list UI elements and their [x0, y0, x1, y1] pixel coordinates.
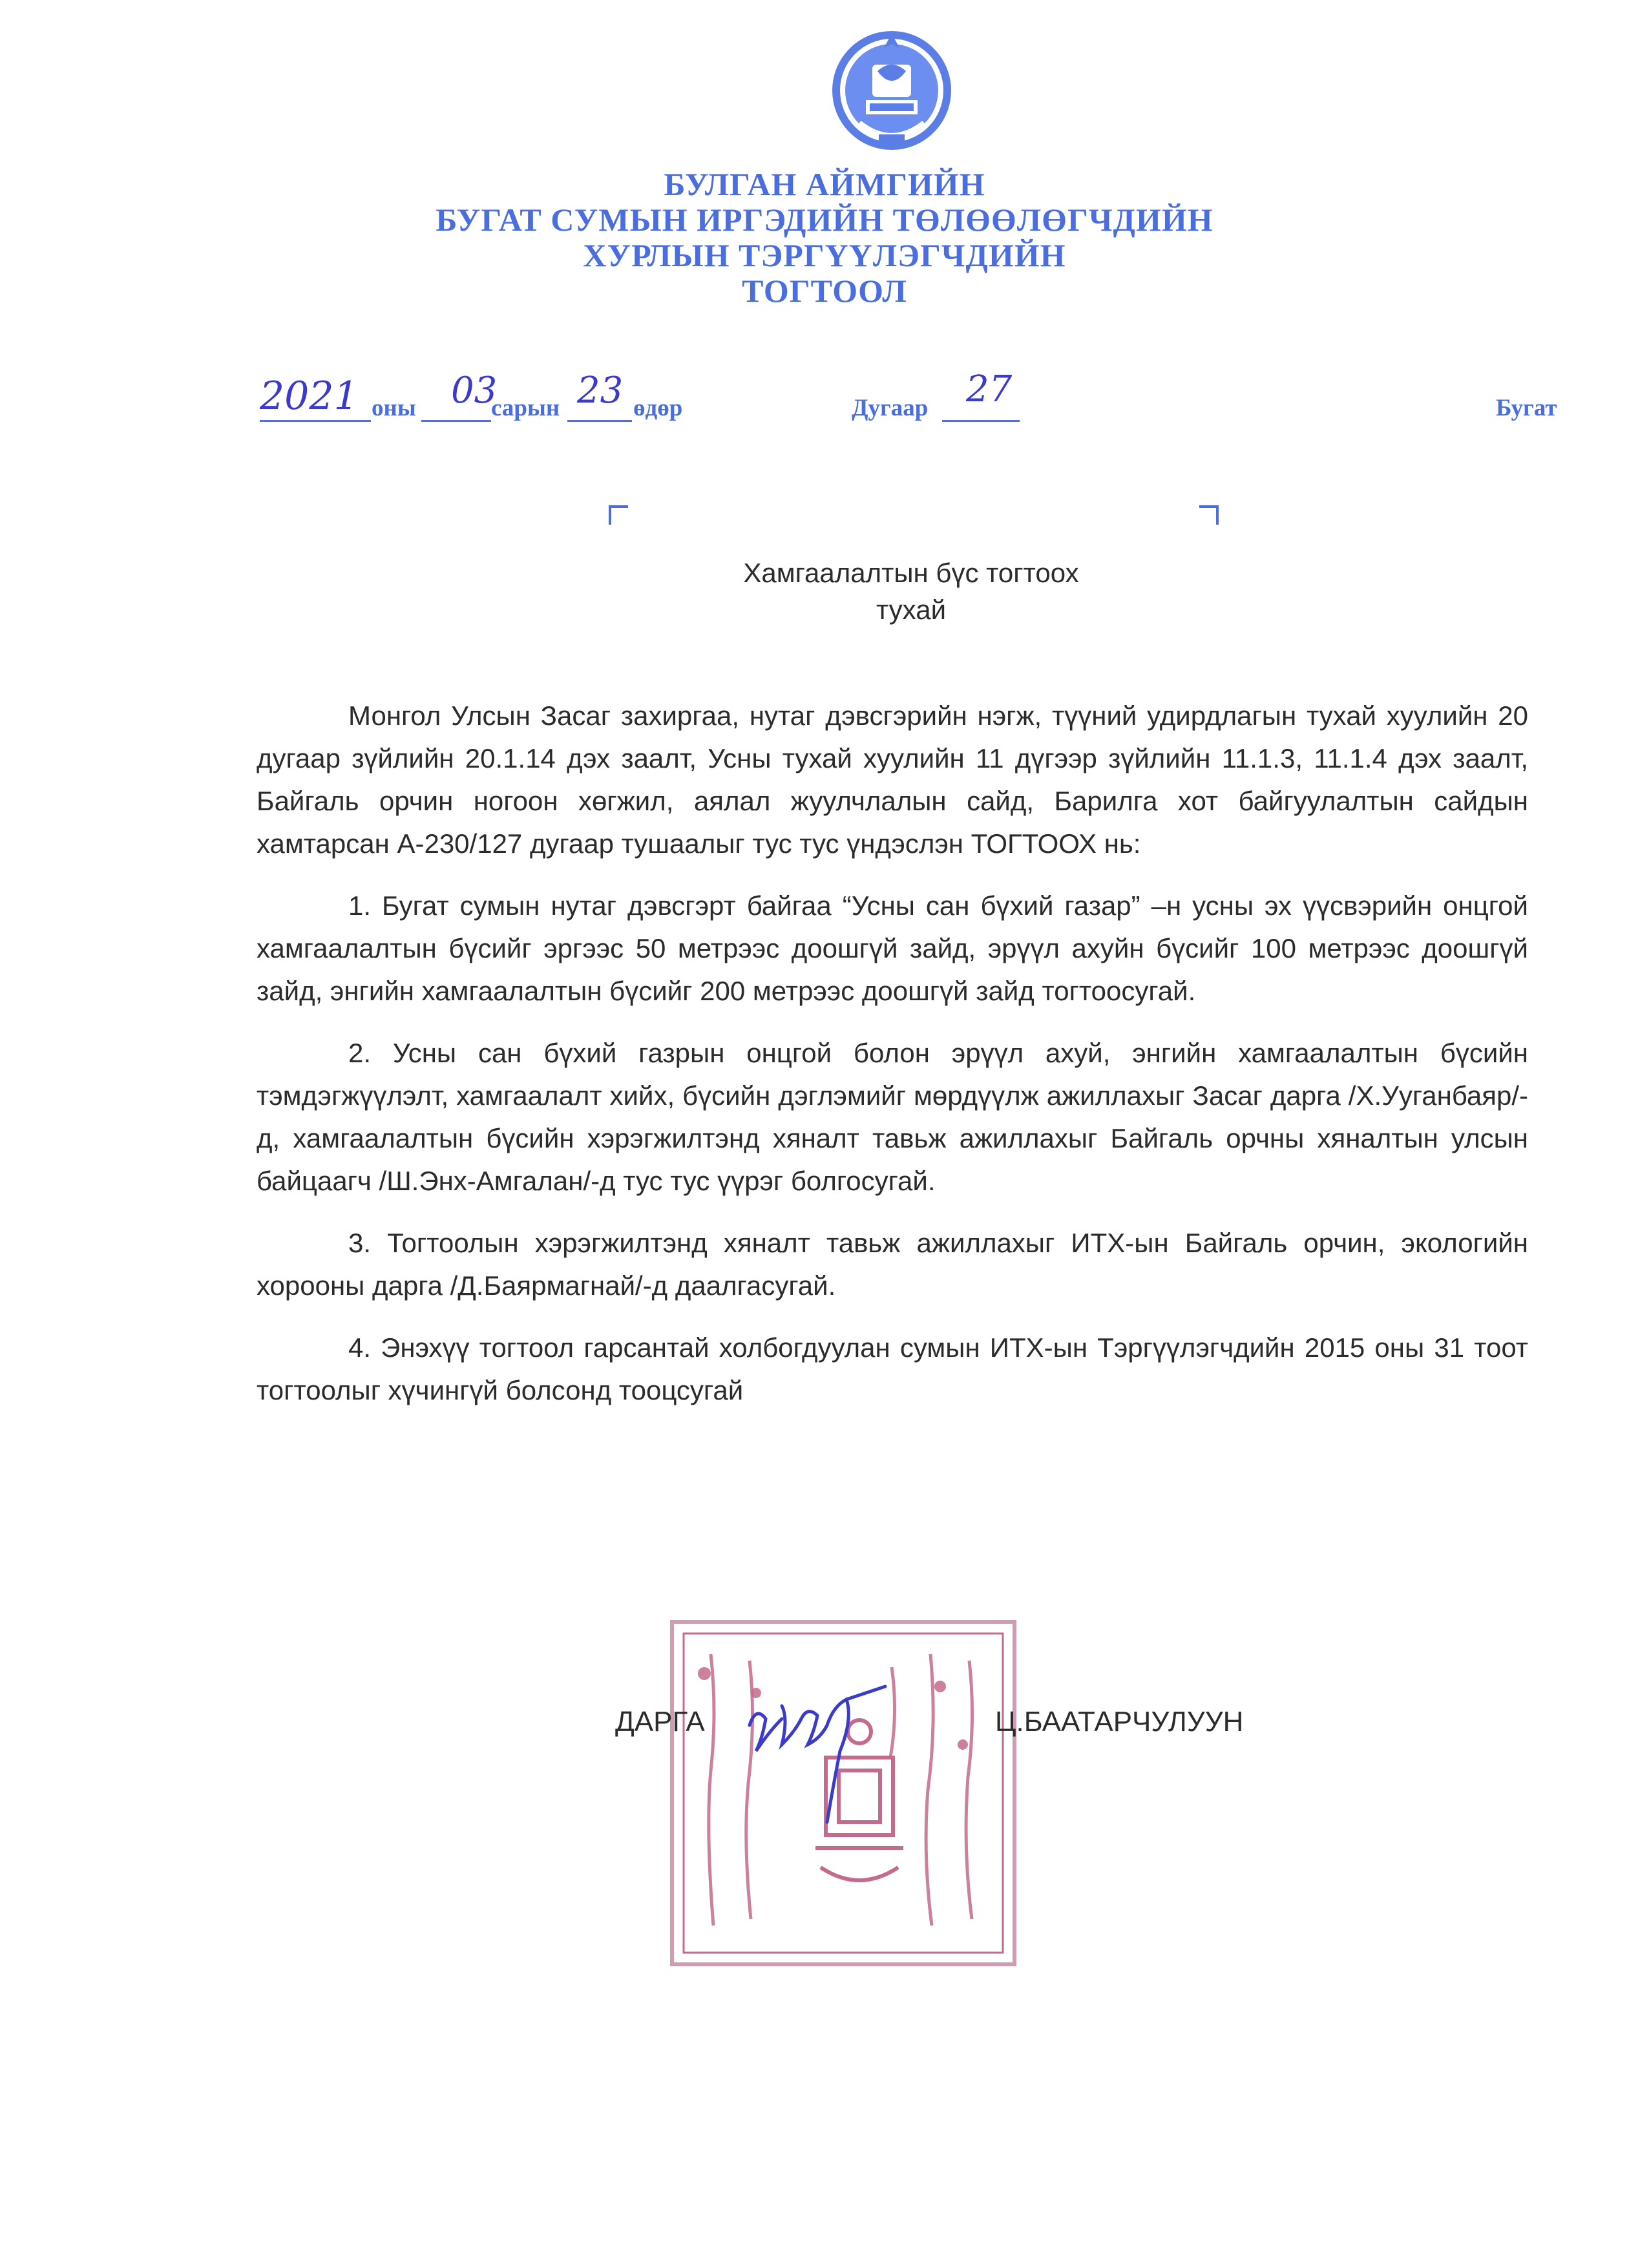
subject-bracket-left — [609, 505, 628, 525]
date-number-row — [0, 368, 1649, 420]
resolution-item-2: 2. Усны сан бүхий газрын онцгой болон эрүүл ахуй, энгийн хамгаалалтын бүсийн тэмдэгжүүлэлт, хамгаалалт хийх, бүсийн дэглэмийг мөрдүүлж ажиллахыг Засаг дарга /Х.Ууганбаяр/-д, хамгаалалтын бүсийн хэрэгжилтэнд хяналт тавьж ажиллахыг Байгаль орчны хяналтын улсын байцаагч /Ш.Энх-Амгалан/-д тус тус үүрэг болгосугай. — [257, 1038, 1528, 1196]
month-underline — [421, 420, 491, 422]
header-council: БУГАТ СУМЫН ИРГЭДИЙН ТӨЛӨӨЛӨГЧДИЙН — [436, 202, 1213, 238]
place-name: Бугат — [1496, 395, 1557, 421]
signatory-name: Ц.БААТАРЧУЛУУН — [995, 1706, 1244, 1738]
header-doc-type: ТОГТООЛ — [742, 273, 907, 309]
day-suffix: өдөр — [633, 395, 683, 421]
document-header — [0, 167, 1649, 309]
day-underline — [567, 420, 632, 422]
resolution-item-1: 1. Бугат сумын нутаг дэвсгэрт байгаа “Усны сан бүхий газар” –н усны эх үүсвэрийн онцгой хамгаалалтын бүсийг эргээс 50 метрээс доошгүй зайд, эрүүл ахуйн бүсийг 100 метрээс доошгүй зайд, энгийн хамгаалалтын бүсийг 200 метрээс доошгүй зайд тогтоосугай. — [257, 890, 1528, 1006]
resolution-item-3: 3. Тогтоолын хэрэгжилтэнд хяналт тавьж ажиллахыг ИТХ-ын Байгаль орчин, экологийн хорооны дарга /Д.Баярмагнай/-д даалгасугай. — [257, 1228, 1528, 1301]
preamble-paragraph: Монгол Улсын Засаг захиргаа, нутаг дэвсгэрийн нэгж, түүний удирдлагын тухай хуулийн 20 дугаар зүйлийн 20.1.14 дэх заалт, Усны тухай хуулийн 11 дүгээр зүйлийн 11.1.3, 11.1.4 дэх заалт, Байгаль орчин ногоон хөгжил, аялал жуулчлалын сайд, Барилга хот байгуулалтын сайдын хамтарсан А-230/127 дугаар тушаалыг тус тус үндэслэн ТОГТООХ нь: — [257, 700, 1528, 859]
state-emblem-icon — [827, 19, 956, 162]
subject-bracket-right — [1199, 505, 1219, 525]
handwritten-signature-icon — [737, 1680, 905, 1829]
resolution-item-4: 4. Энэхүү тогтоол гарсантай холбогдуулан сумын ИТХ-ын Тэргүүлэгчдийн 2015 оны 31 тоот тогтоолыг хүчингүй болсонд тооцсугай — [257, 1332, 1528, 1405]
year-suffix: оны — [372, 395, 416, 421]
handwritten-number: 27 — [966, 368, 1013, 410]
number-underline — [942, 420, 1020, 422]
number-label: Дугаар — [852, 395, 929, 421]
document-subject — [0, 554, 1649, 628]
month-suffix: сарын — [491, 395, 560, 421]
header-province: БУЛГАН АЙМГИЙН — [664, 166, 985, 202]
subject-line-1: Хамгаалалтын бүс тогтоох — [743, 558, 1079, 588]
handwritten-day: 23 — [577, 370, 624, 412]
handwritten-month: 03 — [451, 370, 498, 412]
subject-line-2: тухай — [876, 594, 947, 625]
handwritten-year: 2021 — [260, 373, 359, 419]
header-presidium: ХУРЛЫН ТЭРГҮҮЛЭГЧДИЙН — [583, 237, 1066, 273]
document-body — [257, 695, 1528, 1431]
year-underline — [260, 420, 371, 422]
signatory-title: ДАРГА — [615, 1706, 705, 1738]
